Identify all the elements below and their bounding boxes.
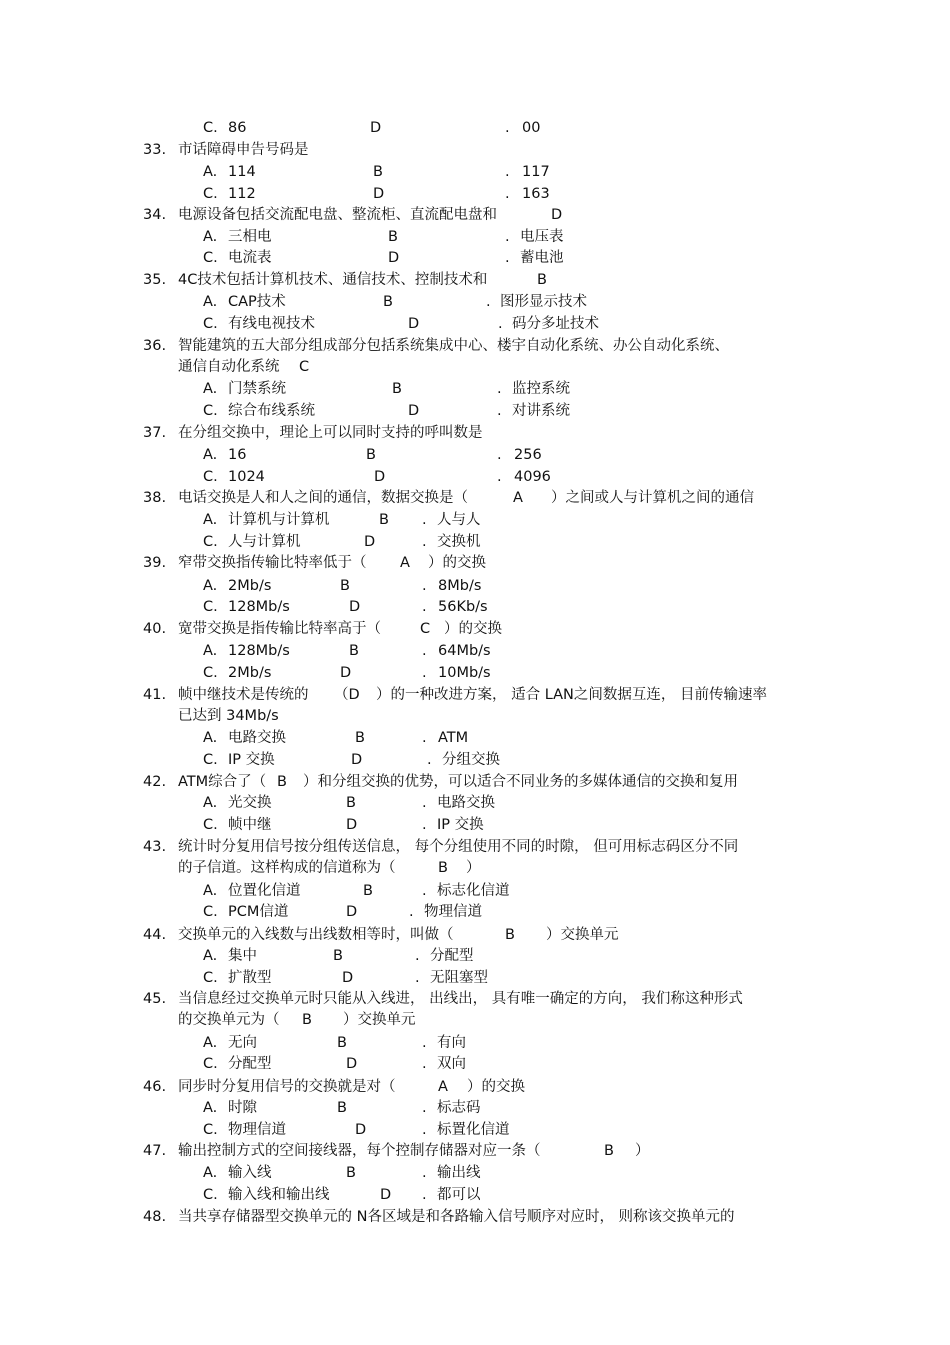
- option-text: 对讲系统: [512, 403, 570, 419]
- option-letter: C.: [203, 186, 218, 202]
- option-text: 物理信道: [228, 1122, 286, 1138]
- option-text: IP 交换: [437, 817, 484, 833]
- option-letter: A.: [203, 578, 218, 594]
- option-letter: C.: [203, 904, 218, 920]
- option-row: [0, 1120, 950, 1140]
- answer-mark: A: [438, 1079, 448, 1095]
- option-dot: .: [422, 599, 427, 615]
- option-letter: A.: [203, 164, 218, 180]
- question-text: 交换单元的入线数与出线数相等时，叫做（: [178, 927, 454, 943]
- option-dot: .: [498, 316, 503, 332]
- option-letter: D: [340, 665, 352, 681]
- option-text: 标志码: [437, 1100, 481, 1116]
- option-dot: .: [505, 164, 510, 180]
- option-text: 位置化信道: [228, 883, 301, 899]
- option-letter: D: [342, 970, 354, 986]
- option-dot: .: [422, 883, 427, 899]
- option-dot: .: [497, 469, 502, 485]
- option-letter: B: [349, 643, 359, 659]
- option-text: 码分多址技术: [512, 316, 599, 332]
- option-letter: D: [373, 186, 385, 202]
- option-dot: .: [422, 512, 427, 528]
- option-text: 无向: [228, 1035, 257, 1051]
- question-row: [0, 1141, 950, 1161]
- option-row: [0, 641, 950, 661]
- option-row: [0, 750, 950, 770]
- option-text: 输入线和输出线: [228, 1187, 330, 1203]
- question-text: 在分组交换中，理论上可以同时支持的呼叫数是: [178, 425, 483, 441]
- option-letter: A.: [203, 1100, 218, 1116]
- question-text: 当信息经过交换单元时只能从入线进， 出线出， 具有唯一确定的方向， 我们称这种形式: [178, 991, 743, 1007]
- option-text: 分组交换: [442, 752, 500, 768]
- answer-mark: B: [505, 927, 515, 943]
- question-number: 41.: [143, 687, 167, 703]
- question-number: 45.: [143, 991, 167, 1007]
- option-letter: C.: [203, 1056, 218, 1072]
- question-text: 窄带交换指传输比特率低于（: [178, 555, 367, 571]
- option-letter: A.: [203, 294, 218, 310]
- option-text: 人与人: [437, 512, 481, 528]
- option-row: [0, 248, 950, 268]
- option-text: 117: [522, 164, 550, 180]
- option-letter: A.: [203, 512, 218, 528]
- option-text: 光交换: [228, 795, 272, 811]
- option-letter: B: [373, 164, 383, 180]
- option-letter: B: [392, 381, 402, 397]
- option-dot: .: [422, 1100, 427, 1116]
- question-row: [0, 336, 950, 356]
- option-text: 标志化信道: [437, 883, 510, 899]
- option-letter: C.: [203, 970, 218, 986]
- option-text: 集中: [228, 948, 257, 964]
- option-letter: B: [337, 1035, 347, 1051]
- option-letter: A.: [203, 1035, 218, 1051]
- option-dot: .: [422, 665, 427, 681]
- option-dot: .: [422, 1122, 427, 1138]
- option-letter: A.: [203, 730, 218, 746]
- question-text-tail: ）: [466, 860, 481, 876]
- option-dot: .: [505, 250, 510, 266]
- option-dot: .: [427, 752, 432, 768]
- question-number: 38.: [143, 490, 167, 506]
- answer-mark: B: [302, 1012, 312, 1028]
- option-dot: .: [422, 1056, 427, 1072]
- option-letter: C.: [203, 1122, 218, 1138]
- option-dot: .: [422, 817, 427, 833]
- option-row: [0, 728, 950, 748]
- option-row: [0, 968, 950, 988]
- option-text: 128Mb/s: [228, 643, 290, 659]
- option-text: 物理信道: [424, 904, 482, 920]
- question-continuation: [0, 858, 950, 878]
- question-text-tail: ）: [635, 1143, 650, 1159]
- answer-mark: D: [551, 207, 563, 223]
- option-letter: A.: [203, 229, 218, 245]
- question-number: 44.: [143, 927, 167, 943]
- question-text: 的子信道。这样构成的信道称为（: [178, 860, 396, 876]
- question-text: 通信自动化系统: [178, 359, 280, 375]
- option-letter: A.: [203, 1165, 218, 1181]
- option-row: [0, 379, 950, 399]
- option-text: 256: [514, 447, 542, 463]
- question-text: 当共享存储器型交换单元的 N各区域是和各路输入信号顺序对应时， 则称该交换单元的: [178, 1209, 735, 1225]
- option-row: [0, 597, 950, 617]
- answer-mark: B: [537, 272, 547, 288]
- option-row: [0, 467, 950, 487]
- option-text: 2Mb/s: [228, 578, 272, 594]
- option-dot: .: [497, 381, 502, 397]
- option-letter: B: [333, 948, 343, 964]
- question-continuation: [0, 357, 950, 377]
- question-text: ATM综合了（: [178, 774, 267, 790]
- option-letter: B: [363, 883, 373, 899]
- question-number: 43.: [143, 839, 167, 855]
- question-row: [0, 205, 950, 225]
- option-letter: A.: [203, 795, 218, 811]
- option-dot: .: [497, 403, 502, 419]
- answer-mark: B: [277, 774, 287, 790]
- option-row: [0, 118, 950, 138]
- question-text-tail: ）交换单元: [546, 927, 619, 943]
- question-row: [0, 553, 950, 573]
- option-row: [0, 1163, 950, 1183]
- question-number: 40.: [143, 621, 167, 637]
- question-row: [0, 140, 950, 160]
- option-text: 输入线: [228, 1165, 272, 1181]
- question-number: 33.: [143, 142, 167, 158]
- question-text: 电源设备包括交流配电盘、整流柜、直流配电盘和: [178, 207, 497, 223]
- option-letter: B: [383, 294, 393, 310]
- option-letter: B: [346, 1165, 356, 1181]
- option-letter: B: [340, 578, 350, 594]
- option-letter: D: [408, 403, 420, 419]
- option-dot: .: [422, 578, 427, 594]
- option-text: 监控系统: [512, 381, 570, 397]
- option-row: [0, 1033, 950, 1053]
- option-row: [0, 1098, 950, 1118]
- question-text-tail: ）之间或人与计算机之间的通信: [551, 490, 754, 506]
- question-number: 42.: [143, 774, 167, 790]
- option-text: 无阻塞型: [430, 970, 488, 986]
- question-number: 34.: [143, 207, 167, 223]
- option-text: 人与计算机: [228, 534, 301, 550]
- option-text: 10Mb/s: [438, 665, 491, 681]
- option-row: [0, 510, 950, 530]
- question-row: [0, 837, 950, 857]
- question-text: 智能建筑的五大部分组成部分包括系统集成中心、楼宇自动化系统、办公自动化系统、: [178, 338, 729, 354]
- question-row: [0, 488, 950, 508]
- option-letter: D: [346, 1056, 358, 1072]
- answer-mark: A: [400, 555, 410, 571]
- question-row: [0, 619, 950, 639]
- option-text: 00: [522, 120, 541, 136]
- question-text: 帧中继技术是传统的: [178, 687, 309, 703]
- option-text: 交换机: [437, 534, 481, 550]
- option-letter: B: [366, 447, 376, 463]
- option-row: [0, 663, 950, 683]
- option-letter: C.: [203, 469, 218, 485]
- option-letter: D: [364, 534, 376, 550]
- option-row: [0, 793, 950, 813]
- option-row: [0, 946, 950, 966]
- option-letter: D: [351, 752, 363, 768]
- option-text: 有线电视技术: [228, 316, 315, 332]
- question-text: 已达到 34Mb/s: [178, 708, 279, 724]
- option-dot: .: [422, 534, 427, 550]
- option-letter: A.: [203, 883, 218, 899]
- option-row: [0, 292, 950, 312]
- question-text: 4C技术包括计算机技术、通信技术、控制技术和: [178, 272, 488, 288]
- option-text: 蓄电池: [520, 250, 564, 266]
- option-dot: .: [422, 1035, 427, 1051]
- option-row: [0, 1054, 950, 1074]
- option-letter: D: [355, 1122, 367, 1138]
- option-text: 4096: [514, 469, 551, 485]
- option-letter: C.: [203, 534, 218, 550]
- question-number: 37.: [143, 425, 167, 441]
- question-row: [0, 989, 950, 1009]
- option-dot: .: [505, 229, 510, 245]
- option-row: [0, 1185, 950, 1205]
- option-letter: B: [355, 730, 365, 746]
- option-text: 128Mb/s: [228, 599, 290, 615]
- option-dot: .: [505, 120, 510, 136]
- option-dot: .: [422, 1165, 427, 1181]
- option-text: 114: [228, 164, 256, 180]
- option-letter: C.: [203, 120, 218, 136]
- option-text: 综合布线系统: [228, 403, 315, 419]
- option-row: [0, 902, 950, 922]
- option-text: 电压表: [520, 229, 564, 245]
- question-row: [0, 925, 950, 945]
- option-text: PCM信道: [228, 904, 289, 920]
- option-row: [0, 227, 950, 247]
- option-letter: B: [346, 795, 356, 811]
- option-text: 三相电: [228, 229, 272, 245]
- option-letter: A.: [203, 447, 218, 463]
- option-letter: C.: [203, 752, 218, 768]
- question-number: 46.: [143, 1079, 167, 1095]
- option-letter: A.: [203, 643, 218, 659]
- option-text: 8Mb/s: [438, 578, 482, 594]
- option-letter: C.: [203, 665, 218, 681]
- option-letter: D: [349, 599, 361, 615]
- option-text: 门禁系统: [228, 381, 286, 397]
- answer-mark: A: [513, 490, 523, 506]
- option-letter: D: [346, 817, 358, 833]
- question-continuation: [0, 1010, 950, 1030]
- question-row: [0, 423, 950, 443]
- question-number: 35.: [143, 272, 167, 288]
- option-row: [0, 532, 950, 552]
- option-letter: B: [388, 229, 398, 245]
- option-text: 163: [522, 186, 550, 202]
- answer-mark: B: [604, 1143, 614, 1159]
- question-text-tail: ）的交换: [467, 1079, 525, 1095]
- answer-mark: C: [420, 621, 431, 637]
- option-text: IP 交换: [228, 752, 275, 768]
- option-text: 56Kb/s: [438, 599, 488, 615]
- question-text-tail: ）交换单元: [343, 1012, 416, 1028]
- option-row: [0, 401, 950, 421]
- option-text: 输出线: [437, 1165, 481, 1181]
- option-row: [0, 314, 950, 334]
- question-text-tail: ）和分组交换的优势，可以适合不同业务的多媒体通信的交换和复用: [303, 774, 738, 790]
- option-letter: D: [388, 250, 400, 266]
- option-text: CAP技术: [228, 294, 286, 310]
- option-row: [0, 881, 950, 901]
- option-text: 标置化信道: [437, 1122, 510, 1138]
- option-text: 图形显示技术: [500, 294, 587, 310]
- question-row: [0, 685, 950, 705]
- option-text: 112: [228, 186, 256, 202]
- option-dot: .: [422, 730, 427, 746]
- option-letter: C.: [203, 817, 218, 833]
- question-text-tail: ）的交换: [428, 555, 486, 571]
- question-text: 统计时分复用信号按分组传送信息， 每个分组使用不同的时隙， 但可用标志码区分不同: [178, 839, 739, 855]
- option-letter: D: [370, 120, 382, 136]
- answer-mark: B: [438, 860, 448, 876]
- option-text: 电路交换: [437, 795, 495, 811]
- option-dot: .: [486, 294, 491, 310]
- question-text: 电话交换是人和人之间的通信，数据交换是（: [178, 490, 468, 506]
- option-letter: B: [337, 1100, 347, 1116]
- question-number: 36.: [143, 338, 167, 354]
- option-text: 64Mb/s: [438, 643, 491, 659]
- option-letter: C.: [203, 403, 218, 419]
- option-row: [0, 576, 950, 596]
- question-text: 宽带交换是指传输比特率高于（: [178, 621, 381, 637]
- question-number: 39.: [143, 555, 167, 571]
- option-row: [0, 162, 950, 182]
- option-row: [0, 445, 950, 465]
- option-text: 分配型: [228, 1056, 272, 1072]
- option-letter: C.: [203, 316, 218, 332]
- option-letter: C.: [203, 599, 218, 615]
- question-row: [0, 1077, 950, 1097]
- option-letter: D: [408, 316, 420, 332]
- question-number: 48.: [143, 1209, 167, 1225]
- option-text: 扩散型: [228, 970, 272, 986]
- option-dot: .: [415, 970, 420, 986]
- option-dot: .: [409, 904, 414, 920]
- option-dot: .: [415, 948, 420, 964]
- question-row: [0, 270, 950, 290]
- option-text: 计算机与计算机: [228, 512, 330, 528]
- option-letter: C.: [203, 250, 218, 266]
- option-text: 有向: [437, 1035, 466, 1051]
- option-text: 1024: [228, 469, 265, 485]
- option-text: 电路交换: [228, 730, 286, 746]
- question-row: [0, 772, 950, 792]
- question-text-tail: ）的一种改进方案， 适合 LAN之间数据互连， 目前传输速率: [376, 687, 768, 703]
- option-dot: .: [422, 1187, 427, 1203]
- option-letter: B: [379, 512, 389, 528]
- option-text: 分配型: [430, 948, 474, 964]
- option-dot: .: [497, 447, 502, 463]
- option-text: 86: [228, 120, 247, 136]
- answer-mark: C: [299, 359, 310, 375]
- question-text: 同步时分复用信号的交换就是对（: [178, 1079, 396, 1095]
- question-text: 的交换单元为（: [178, 1012, 280, 1028]
- option-text: 都可以: [437, 1187, 481, 1203]
- question-text-tail: ）的交换: [444, 621, 502, 637]
- option-dot: .: [422, 643, 427, 659]
- option-dot: .: [422, 795, 427, 811]
- option-row: [0, 184, 950, 204]
- option-text: 2Mb/s: [228, 665, 272, 681]
- question-continuation: [0, 706, 950, 726]
- answer-mark: （D: [334, 687, 360, 703]
- option-letter: D: [374, 469, 386, 485]
- option-letter: A.: [203, 948, 218, 964]
- question-text: 市话障碍申告号码是: [178, 142, 309, 158]
- option-text: 双向: [437, 1056, 466, 1072]
- option-letter: A.: [203, 381, 218, 397]
- option-text: 时隙: [228, 1100, 257, 1116]
- option-text: 16: [228, 447, 247, 463]
- question-row: [0, 1207, 950, 1227]
- option-text: 帧中继: [228, 817, 272, 833]
- question-number: 47.: [143, 1143, 167, 1159]
- option-letter: D: [380, 1187, 392, 1203]
- option-text: ATM: [438, 730, 469, 746]
- option-letter: C.: [203, 1187, 218, 1203]
- option-letter: D: [346, 904, 358, 920]
- option-text: 电流表: [228, 250, 272, 266]
- option-dot: .: [505, 186, 510, 202]
- question-text: 输出控制方式的空间接线器，每个控制存储器对应一条（: [178, 1143, 541, 1159]
- option-row: [0, 815, 950, 835]
